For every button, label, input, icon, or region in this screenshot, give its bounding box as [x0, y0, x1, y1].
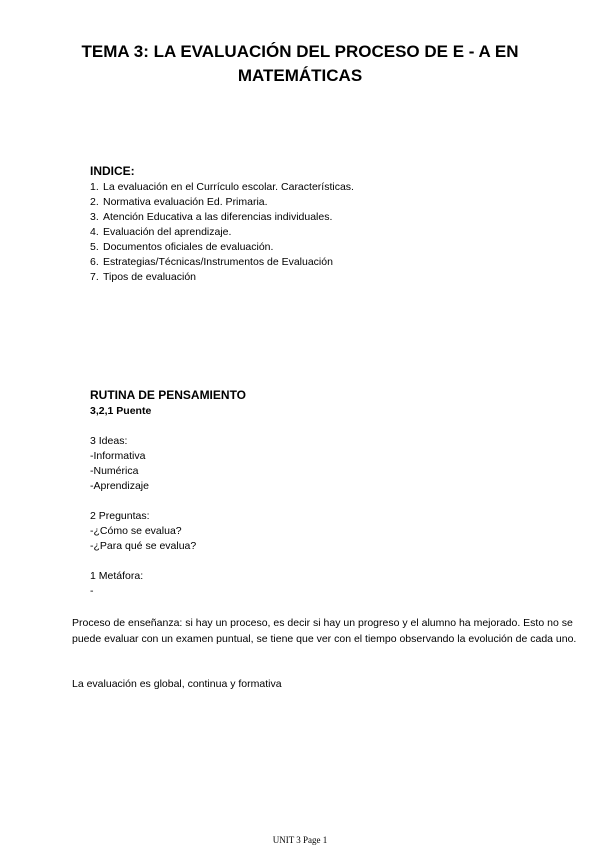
index-item-text: Documentos oficiales de evaluación.: [103, 241, 274, 253]
index-item-number: 2.: [90, 196, 99, 208]
index-item: [90, 180, 550, 195]
summary-paragraph: La evaluación es global, continua y formativa: [72, 678, 282, 690]
index-item-text: Estrategias/Técnicas/Instrumentos de Evaluación: [103, 256, 333, 268]
routine-subheading: 3,2,1 Puente: [90, 405, 152, 417]
index-item-text: Atención Educativa a las diferencias individuales.: [103, 211, 333, 223]
index-item: [90, 255, 550, 270]
ideas-label: 3 Ideas:: [90, 435, 128, 447]
index-item-text: Evaluación del aprendizaje.: [103, 226, 232, 238]
index-heading: INDICE:: [90, 164, 135, 178]
metaphor-label: 1 Metáfora:: [90, 570, 144, 582]
process-paragraph: Proceso de enseñanza: si hay un proceso, es decir si hay un progreso y el alumno ha mejorado. Esto no se puede evaluar con un examen puntual, se tiene que ver con el tiempo observando la evolución de cada uno.: [72, 617, 577, 645]
index-item-number: 1.: [90, 181, 99, 193]
index-item-number: 6.: [90, 256, 99, 268]
index-item: [90, 210, 550, 225]
idea-item: -Numérica: [90, 465, 139, 477]
metaphor-item: -: [90, 585, 94, 597]
index-list: [90, 180, 550, 285]
question-item: -¿Para qué se evalua?: [90, 540, 197, 552]
index-item-text: Normativa evaluación Ed. Primaria.: [103, 196, 268, 208]
page-title: TEMA 3: LA EVALUACIÓN DEL PROCESO DE E - A EN MATEMÁTICAS: [81, 42, 519, 85]
index-item-text: Tipos de evaluación: [103, 271, 197, 283]
index-item-number: 5.: [90, 241, 99, 253]
idea-item: -Informativa: [90, 450, 146, 462]
index-item: [90, 270, 550, 285]
index-item-number: 3.: [90, 211, 99, 223]
questions-label: 2 Preguntas:: [90, 510, 150, 522]
routine-section: [90, 387, 550, 599]
index-item-number: 4.: [90, 226, 99, 238]
idea-item: -Aprendizaje: [90, 480, 149, 492]
question-item: -¿Cómo se evalua?: [90, 525, 182, 537]
index-item-number: 7.: [90, 271, 99, 283]
index-item: [90, 225, 550, 240]
routine-heading: RUTINA DE PENSAMIENTO: [90, 388, 247, 402]
index-item-text: La evaluación en el Currículo escolar. Características.: [103, 181, 354, 193]
page-footer: UNIT 3 Page 1: [272, 835, 328, 845]
index-item: [90, 240, 550, 255]
index-item: [90, 195, 550, 210]
index-section: [90, 163, 550, 285]
